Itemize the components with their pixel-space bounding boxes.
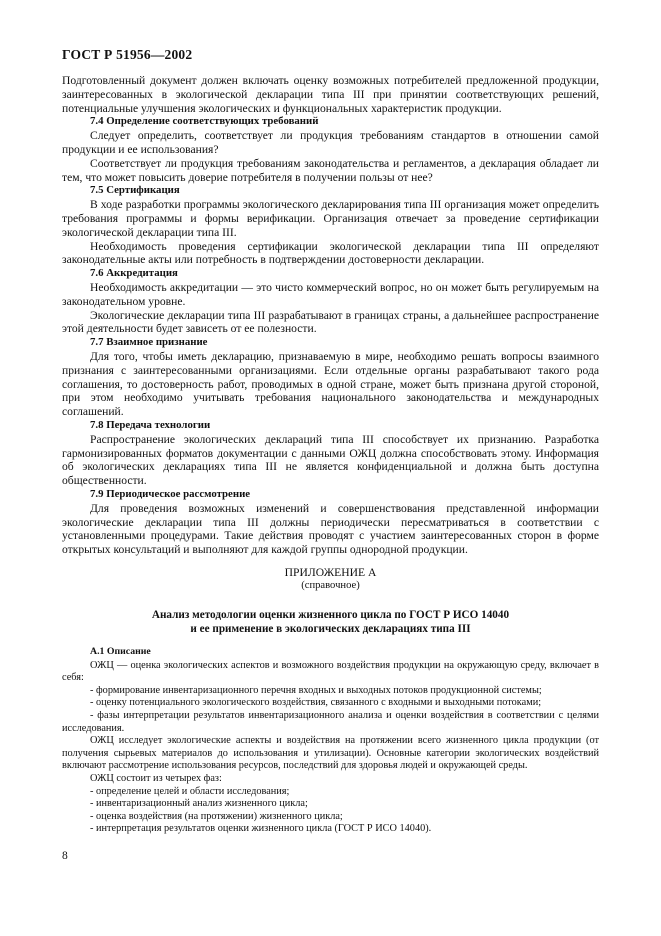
paragraph: Соответствует ли продукция требованиям законодательства и регламентов, а декларация обладает ли тем, что может повысить доверие потребителя в получении пользы от нее?	[62, 156, 599, 184]
list	[62, 786, 599, 836]
section-heading-7-9: 7.9 Периодическое рассмотрение	[90, 487, 251, 500]
appendix-title	[62, 609, 599, 637]
paragraph: Следует определить, соответствует ли продукция требованиям стандартов в отношении самой продукции и ее использования?	[62, 129, 599, 156]
section-heading-a-1: А.1 Описание	[90, 646, 151, 657]
paragraph: Необходимость аккредитации — это чисто коммерческий вопрос, но он может быть регулируемым на законодательном уровне.	[62, 280, 599, 308]
section-heading-7-7: 7.7 Взаимное признание	[90, 336, 208, 349]
list-item: - оценка воздействия (на протяжении) жизненного цикла;	[90, 810, 343, 822]
paragraph: ОЖЦ состоит из четырех фаз:	[90, 772, 222, 784]
list-item: - фазы интерпретации результатов инвентаризационного анализа и оценки воздействия в соответствии с целями исследования.	[62, 709, 599, 734]
intro-paragraph: Подготовленный документ должен включать оценку возможных потребителей предложенной продукции, заинтересованных в экологической декларации типа III при принятии соответствующих решений, потенциальные улучшения экологических и функциональных характеристик продукции.	[62, 74, 599, 115]
section-heading-7-5: 7.5 Сертификация	[90, 184, 180, 197]
appendix-title-line-1: Анализ методологии оценки жизненного цикла по ГОСТ Р ИСО 14040	[151, 609, 510, 621]
paragraph: Распространение экологических деклараций типа III способствует их признанию. Разработка гармонизированных форматов документации с данными ОЖЦ должна способствовать этому. Информация об экологических декларациях типа III не является конфиденциальной и должна быть доступна общественности.	[62, 432, 599, 488]
document-header: ГОСТ Р 51956—2002	[62, 47, 193, 62]
section-heading-7-8: 7.8 Передача технологии	[90, 418, 211, 431]
appendix-title-line-2: и ее применение в экологических декларациях типа III	[190, 622, 471, 635]
list-item: - оценку потенциального экологического воздействия, связанного с входными и выходными потоками;	[90, 697, 542, 709]
appendix-status: (справочное)	[301, 580, 360, 591]
paragraph: Экологические декларации типа III разрабатывают в границах страны, а дальнейшее распространение этой деятельности будет зависеть от ее полезности.	[62, 308, 599, 336]
paragraph: Для проведения возможных изменений и совершенствования представленной информации экологические декларации типа III должны периодически пересматриваться в соответствии с установленными процедурами. Такие действия проводят с участием заинтересованных сторон в форме открытых консультаций и выполняют для каждой группы однородной продукции.	[62, 501, 599, 557]
paragraph: Для того, чтобы иметь декларацию, признаваемую в мире, необходимо решать вопросы взаимного признания с заинтересованными организациями. Если отдельные органы разрабатывают такого рода соглашения, то достоверность работ, проводимых в одной стране, может быть признана другой стороной, при этом необходимо учитывать требования национального законодательства и международных соглашений.	[62, 349, 599, 419]
appendix-label	[62, 566, 599, 592]
paragraph: Необходимость проведения сертификации экологической декларации типа III определяют законодательные акты или потребность в подтверждении достоверности декларации.	[62, 239, 599, 267]
list-item: - определение целей и области исследования;	[90, 785, 290, 797]
paragraph: ОЖЦ — оценка экологических аспектов и возможного воздействия продукции на окружающую среду, включает в себя:	[62, 659, 599, 684]
list-item: - инвентаризационный анализ жизненного цикла;	[90, 798, 308, 810]
list-item: - формирование инвентаризационного перечня входных и выходных потоков продукционной системы;	[90, 684, 542, 696]
section-heading-7-4: 7.4 Определение соответствующих требований	[90, 115, 319, 128]
paragraph: ОЖЦ исследует экологические аспекты и воздействия на протяжении всего жизненного цикла продукции (от получения сырьевых материалов до использования и утилизации). Основные категории экологических воздействий включают рассмотрение использования ресурсов, последствий для здоровья людей и окружающей среды.	[62, 735, 599, 772]
list	[62, 685, 599, 710]
list-item: - интерпретация результатов оценки жизненного цикла (ГОСТ Р ИСО 14040).	[90, 823, 432, 835]
paragraph: В ходе разработки программы экологического декларирования типа III организация может определить требования программы и формы верификации. Организация отвечает за проведение сертификации экологической декларации типа III.	[62, 198, 599, 239]
section-heading-7-6: 7.6 Аккредитация	[90, 267, 178, 280]
page-number: 8	[62, 850, 68, 862]
main-text	[62, 74, 599, 557]
appendix-text	[62, 646, 599, 836]
appendix-title-label: ПРИЛОЖЕНИЕ А	[284, 566, 377, 579]
